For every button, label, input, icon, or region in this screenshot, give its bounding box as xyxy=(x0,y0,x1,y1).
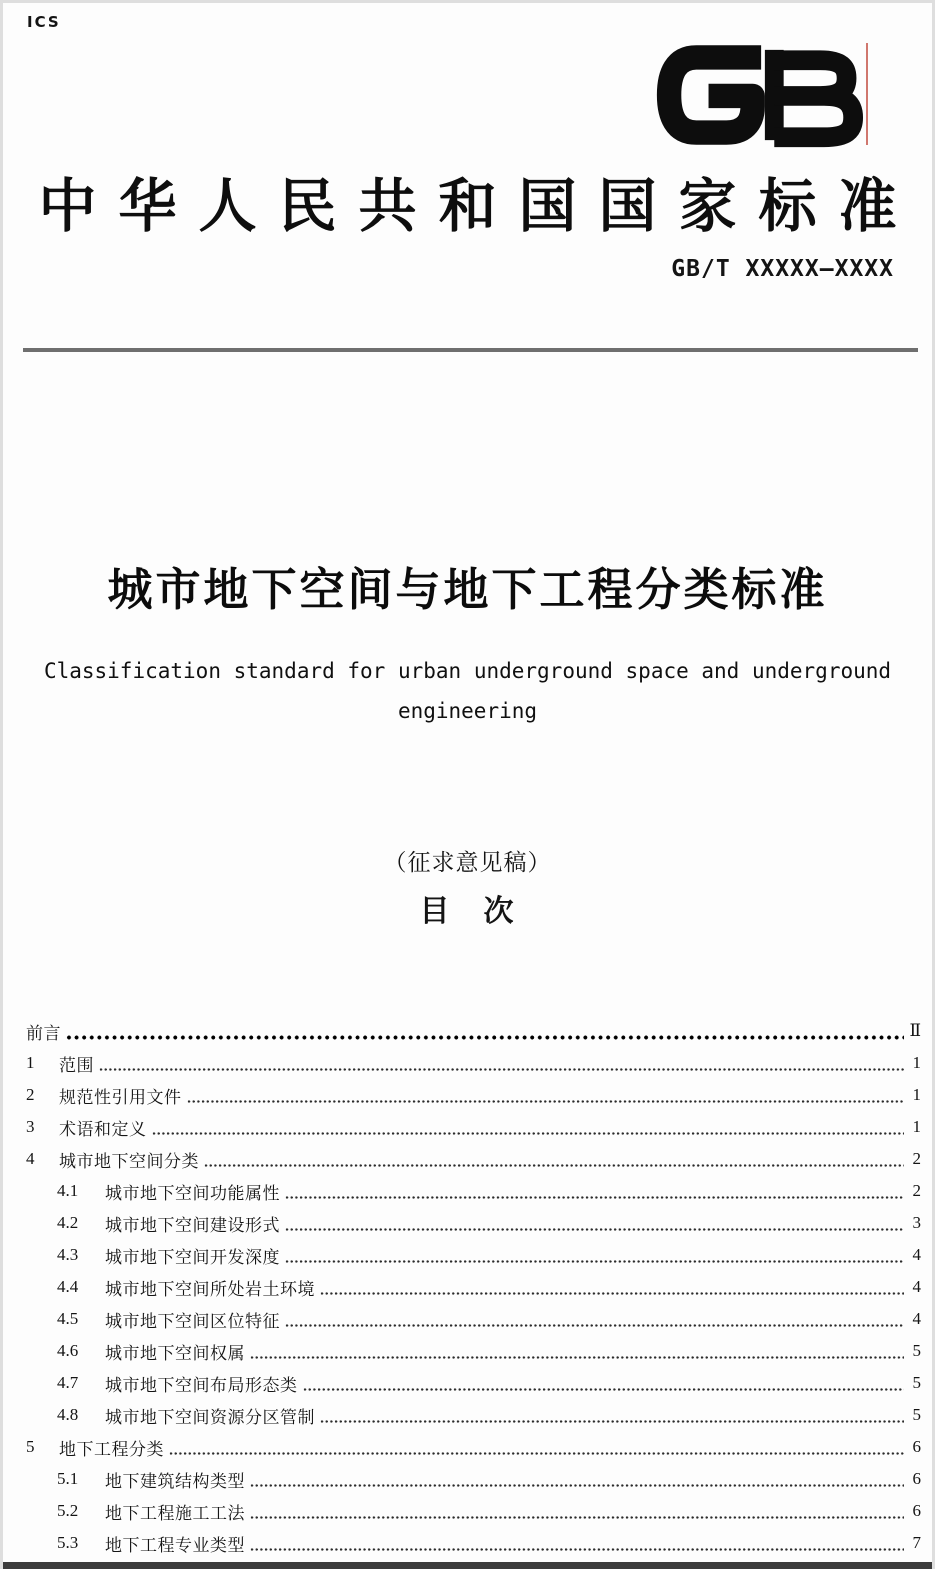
toc-leader-dots xyxy=(250,1482,904,1489)
toc-entry xyxy=(26,1143,921,1175)
toc-entry-page: 5 xyxy=(912,1373,921,1392)
toc-entry xyxy=(26,1111,921,1143)
toc-leader-dots xyxy=(204,1162,904,1169)
toc-leader-dots xyxy=(66,1034,904,1041)
toc-entry-label: 城市地下空间所处岩土环境 xyxy=(105,1279,315,1299)
toc-leader-dots xyxy=(285,1194,904,1201)
toc-entry-page: 4 xyxy=(912,1277,921,1296)
toc-entry xyxy=(26,1207,921,1239)
toc-entry xyxy=(26,1463,921,1495)
toc-leader-dots xyxy=(320,1290,904,1297)
toc-entry xyxy=(26,1015,921,1047)
footer-bar xyxy=(3,1562,932,1569)
toc-entry xyxy=(26,1175,921,1207)
toc-entry-number: 5.1 xyxy=(57,1469,79,1488)
toc-entry-page: 6 xyxy=(912,1437,921,1456)
toc-entry-page: 7 xyxy=(912,1533,921,1552)
toc-entry-page: 1 xyxy=(912,1053,921,1072)
toc-entry-page: 5 xyxy=(912,1405,921,1424)
document-title-en-line1: Classification standard for urban underground space and underground xyxy=(43,659,892,683)
toc-entry-number: 5.3 xyxy=(57,1533,79,1552)
toc-entry-number: 4.5 xyxy=(57,1309,79,1328)
logo-accent-line xyxy=(866,43,868,145)
standard-number: GB/T XXXXX—XXXX xyxy=(671,256,894,282)
toc-entry xyxy=(26,1495,921,1527)
toc-entry-label: 范围 xyxy=(59,1055,94,1075)
toc-entry-number: 4.6 xyxy=(57,1341,79,1360)
document-title-cn: 城市地下空间与地下工程分类标准 xyxy=(107,563,828,616)
toc-entry-label: 城市地下空间布局形态类 xyxy=(105,1375,298,1395)
toc-entry-label: 城市地下空间权属 xyxy=(105,1343,245,1363)
toc-leader-dots xyxy=(303,1386,905,1393)
toc-leader-dots xyxy=(250,1514,904,1521)
toc-entry-label: 地下工程专业类型 xyxy=(105,1535,245,1555)
toc-entry-page: 6 xyxy=(912,1501,921,1520)
toc-entry-number: 4 xyxy=(26,1149,35,1168)
toc-entry-page: 4 xyxy=(912,1245,921,1264)
toc-entry-label: 术语和定义 xyxy=(59,1119,147,1139)
toc-entry-label: 城市地下空间开发深度 xyxy=(105,1247,280,1267)
toc-entry-number: 3 xyxy=(26,1117,35,1136)
toc-leader-dots xyxy=(285,1322,904,1329)
toc-entry-label: 地下工程分类 xyxy=(59,1439,164,1459)
toc-entry-label: 地下建筑结构类型 xyxy=(105,1471,245,1491)
toc-entry-label: 规范性引用文件 xyxy=(59,1087,182,1107)
toc-entry xyxy=(26,1271,921,1303)
toc-entry xyxy=(26,1431,921,1463)
toc-entry-number: 4.8 xyxy=(57,1405,79,1424)
toc-entry-number: 4.2 xyxy=(57,1213,79,1232)
toc-entry xyxy=(26,1047,921,1079)
ics-label: ICS xyxy=(27,13,61,31)
toc-entry-page: 2 xyxy=(912,1149,921,1168)
toc-leader-dots xyxy=(169,1450,904,1457)
toc-entry-label: 城市地下空间功能属性 xyxy=(105,1183,280,1203)
toc-entry-page: Ⅱ xyxy=(909,1021,921,1040)
toc-leader-dots xyxy=(99,1066,904,1073)
toc-entry-page: 3 xyxy=(912,1213,921,1232)
toc-entry xyxy=(26,1335,921,1367)
toc-entry-number: 4.7 xyxy=(57,1373,79,1392)
national-standard-heading: 中华人民共和国国家标准 xyxy=(38,174,919,239)
toc-entry xyxy=(26,1079,921,1111)
toc-entry xyxy=(26,1527,921,1559)
toc-leader-dots xyxy=(320,1418,904,1425)
toc-entry xyxy=(26,1303,921,1335)
toc-entry-number: 4.4 xyxy=(57,1277,79,1296)
toc-entry-page: 2 xyxy=(912,1181,921,1200)
toc-entry-number: 2 xyxy=(26,1085,35,1104)
toc-entry-page: 4 xyxy=(912,1309,921,1328)
toc-entry-label: 城市地下空间建设形式 xyxy=(105,1215,280,1235)
toc-leader-dots xyxy=(285,1226,904,1233)
toc-entry-label: 地下工程施工工法 xyxy=(105,1503,245,1523)
toc-entry-number: 5 xyxy=(26,1437,35,1456)
toc-entry-number: 4.3 xyxy=(57,1245,79,1264)
header-divider xyxy=(23,348,918,352)
toc-entry-page: 6 xyxy=(912,1469,921,1488)
document-title-en xyxy=(3,651,932,731)
toc-leader-dots xyxy=(152,1130,905,1137)
toc-leader-dots xyxy=(250,1546,904,1553)
toc-list xyxy=(26,1015,921,1559)
toc-entry-page: 1 xyxy=(912,1085,921,1104)
toc-title: 目 次 xyxy=(419,895,516,928)
toc-entry-label: 城市地下空间区位特征 xyxy=(105,1311,280,1331)
toc-entry-label: 前言 xyxy=(26,1023,61,1043)
toc-entry xyxy=(26,1239,921,1271)
draft-note: （征求意见稿） xyxy=(383,850,552,875)
toc-entry-label: 城市地下空间资源分区管制 xyxy=(105,1407,315,1427)
toc-entry-page: 5 xyxy=(912,1341,921,1360)
toc-entry-page: 1 xyxy=(912,1117,921,1136)
toc-entry-number: 4.1 xyxy=(57,1181,79,1200)
toc-leader-dots xyxy=(250,1354,904,1361)
toc-entry xyxy=(26,1399,921,1431)
toc-entry-number: 5.2 xyxy=(57,1501,79,1520)
gb-logo-icon xyxy=(655,39,871,151)
toc-entry xyxy=(26,1367,921,1399)
document-title-en-line2: engineering xyxy=(397,699,538,723)
toc-leader-dots xyxy=(285,1258,904,1265)
gb-logo xyxy=(655,39,871,151)
toc-entry-number: 1 xyxy=(26,1053,35,1072)
toc-leader-dots xyxy=(187,1098,905,1105)
toc-entry-label: 城市地下空间分类 xyxy=(59,1151,199,1171)
